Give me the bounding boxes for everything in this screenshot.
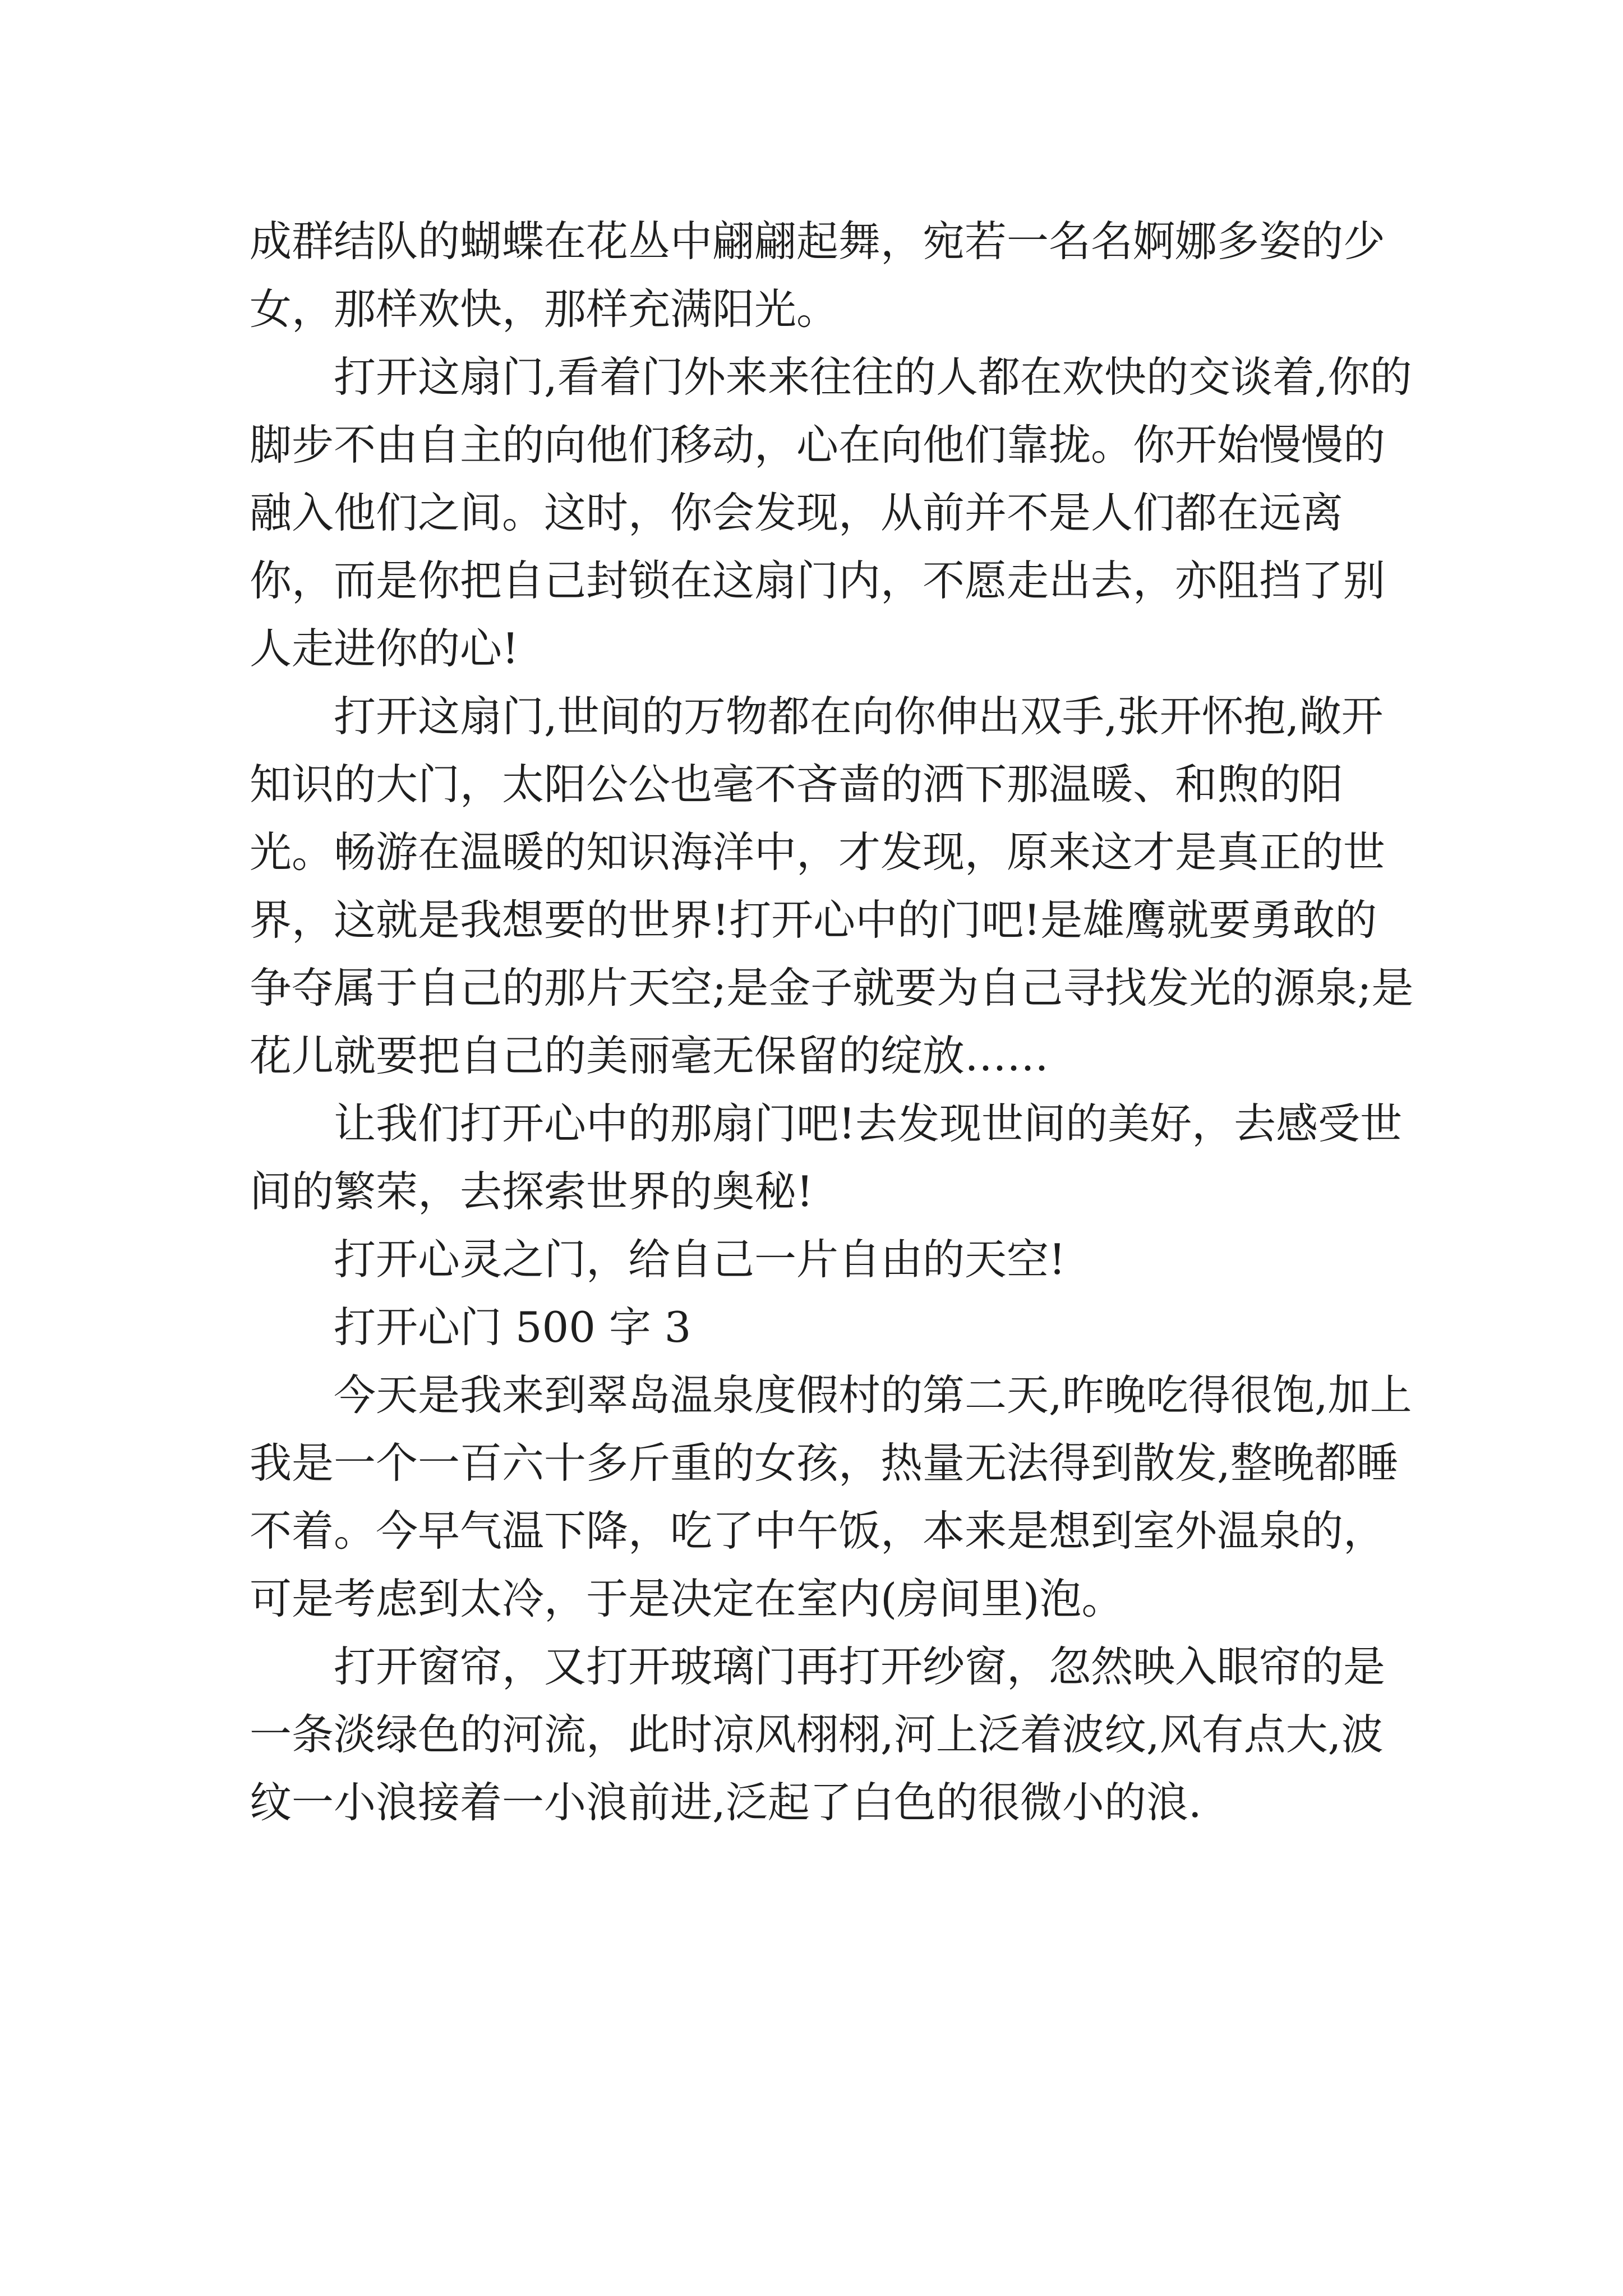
paragraph-open-door-people: 打开这扇门,看着门外来来往往的人都在欢快的交谈着,你的脚步不由自主的向他们移动，心在向他们靠拢。你开始慢慢的融入他们之间。这时，你会发现，从前并不是人们都在远离你，而是你把自己封锁在这扇门内，不愿走出去，亦阻挡了别人走进你的心! [250,352,1412,673]
document-body [250,208,1416,1837]
section-heading: 打开心门 500 字 3 [334,1303,691,1352]
paragraph-butterflies: 成群结队的蝴蝶在花丛中翩翩起舞，宛若一名名婀娜多姿的少女，那样欢快，那样充满阳光。 [250,217,1386,334]
paragraph-window-river: 打开窗帘，又打开玻璃门再打开纱窗，忽然映入眼帘的是一条淡绿色的河流，此时凉风栩栩,河上泛着波纹,风有点大,波纹一小浪接着一小浪前进,泛起了白色的很微小的浪. [250,1642,1386,1827]
paragraph-free-sky: 打开心灵之门，给自己一片自由的天空! [334,1235,1066,1284]
paragraph-open-door-world: 打开这扇门,世间的万物都在向你伸出双手,张开怀抱,敞开知识的大门，太阳公公也毫不吝啬的洒下那温暖、和煦的阳光。畅游在温暖的知识海洋中，才发现，原来这才是真正的世界，这就是我想要的世界!打开心中的门吧!是雄鹰就要勇敢的争夺属于自己的那片天空;是金子就要为自己寻找发光的源泉;是花儿就要把自己的美丽毫无保留的绽放…… [250,692,1414,1080]
paragraph-hot-spring: 今天是我来到翠岛温泉度假村的第二天,昨晚吃得很饱,加上我是一个一百六十多斤重的女孩，热量无法得到散发,整晚都睡不着。今早气温下降，吃了中午饭，本来是想到室外温泉的，可是考虑到太冷，于是决定在室内(房间里)泡。 [250,1370,1412,1623]
paragraph-let-us-open: 让我们打开心中的那扇门吧!去发现世间的美好，去感受世间的繁荣，去探索世界的奥秘! [250,1099,1403,1216]
